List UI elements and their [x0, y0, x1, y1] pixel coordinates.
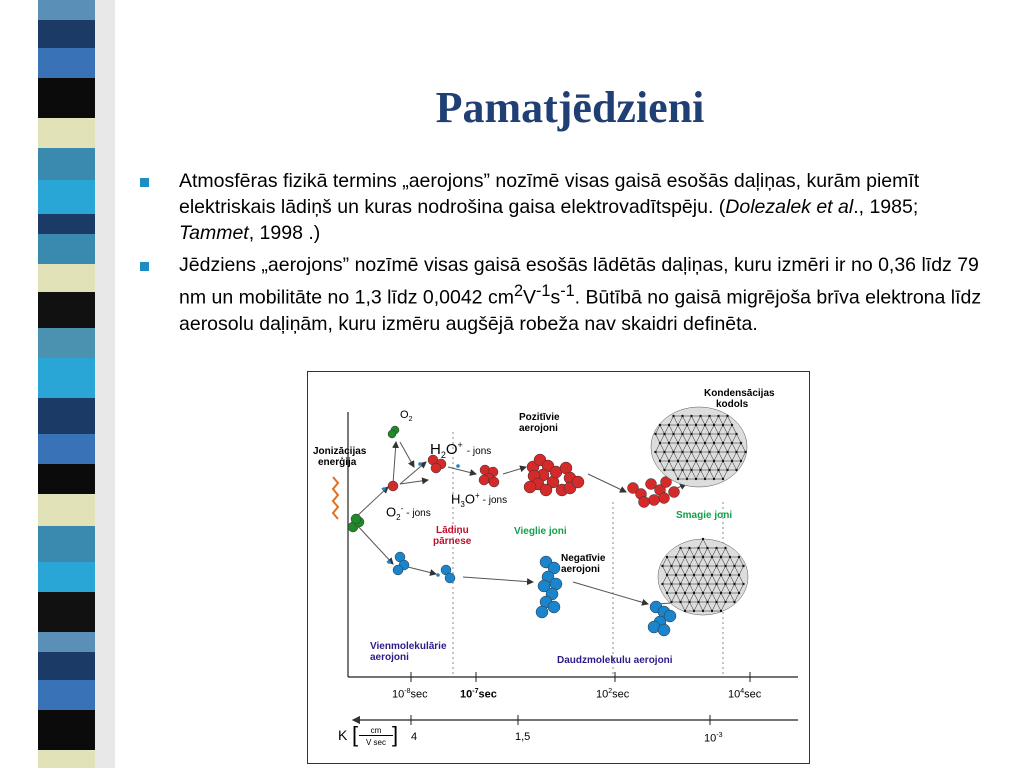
- mesh-node: [735, 469, 737, 471]
- mesh-node: [681, 415, 683, 417]
- mesh-node: [686, 460, 688, 462]
- stripe-block: [38, 234, 95, 264]
- mesh-node: [695, 460, 697, 462]
- stripe-block: [38, 494, 95, 526]
- mesh-node: [663, 469, 665, 471]
- k-unit-denominator: V sec: [365, 738, 386, 747]
- mobility-tick-1: 4: [411, 731, 418, 743]
- mesh-node: [702, 610, 704, 612]
- mesh-node: [731, 460, 733, 462]
- mesh-node: [686, 424, 688, 426]
- mesh-node: [688, 565, 690, 567]
- mesh-node: [708, 415, 710, 417]
- mobility-k-label: K: [338, 727, 348, 743]
- mesh-node: [661, 583, 663, 585]
- light-ions-label: Vieglie joni: [514, 526, 567, 537]
- mesh-node: [742, 583, 744, 585]
- mesh-node: [690, 451, 692, 453]
- mesh-node: [720, 574, 722, 576]
- bullet-1-reference: Dolezalek et al: [725, 196, 854, 218]
- ionization-energy-arrow: [333, 477, 338, 519]
- mesh-node: [663, 451, 665, 453]
- ion-particle: [388, 481, 398, 491]
- mesh-node: [724, 583, 726, 585]
- mesh-node: [717, 469, 719, 471]
- mesh-node: [708, 469, 710, 471]
- mesh-node: [679, 547, 681, 549]
- bullet-1-text-3: , 1998 .): [248, 222, 321, 244]
- mesh-node: [702, 538, 704, 540]
- mesh-node: [708, 433, 710, 435]
- mesh-node: [706, 565, 708, 567]
- mesh-node: [713, 442, 715, 444]
- stripe-block: [38, 526, 95, 562]
- aerosol-ion-diagram: [307, 371, 810, 764]
- mesh-node: [715, 601, 717, 603]
- mesh-node: [713, 424, 715, 426]
- mesh-node: [677, 478, 679, 480]
- mesh-node: [688, 547, 690, 549]
- mesh-node: [726, 451, 728, 453]
- bracket-close: ]: [392, 722, 399, 747]
- mesh-node: [684, 556, 686, 558]
- mesh-node: [720, 556, 722, 558]
- mesh-node: [713, 460, 715, 462]
- stripe-block: [38, 464, 95, 494]
- mesh-node: [672, 415, 674, 417]
- negative-aeroions-label: Negatīvie aerojoni: [561, 553, 606, 575]
- stripe-block: [38, 710, 95, 750]
- ion-particle: [536, 606, 548, 618]
- ion-particle: [393, 565, 403, 575]
- bracket-open: [: [352, 722, 359, 747]
- mesh-node: [722, 424, 724, 426]
- mesh-node: [720, 592, 722, 594]
- bullet-2-sup-3: -1: [560, 282, 575, 300]
- mesh-node: [742, 565, 744, 567]
- bullet-2-sup: 2: [513, 282, 523, 300]
- mesh-node: [679, 601, 681, 603]
- mesh-node: [690, 433, 692, 435]
- mobility-tick-3: $10^{-3}$: [704, 732, 723, 745]
- mesh-node: [693, 592, 695, 594]
- ion-particle: [572, 476, 584, 488]
- stripe-block: [38, 434, 95, 464]
- ion-particle: [659, 493, 670, 504]
- mesh-node: [690, 469, 692, 471]
- time-tick-2: $10^{-7}\sec$: [460, 688, 497, 701]
- electron-dot: [418, 462, 422, 466]
- mesh-node: [697, 601, 699, 603]
- mesh-node: [724, 565, 726, 567]
- ion-particle: [431, 463, 441, 473]
- heavy-ions-label: Smagie joni: [676, 510, 733, 521]
- mesh-node: [688, 601, 690, 603]
- time-tick-4: $10^4\sec$: [728, 688, 762, 701]
- mesh-node: [715, 565, 717, 567]
- mesh-node: [715, 547, 717, 549]
- mesh-node: [733, 565, 735, 567]
- mesh-node: [717, 451, 719, 453]
- stripe-block: [38, 148, 95, 180]
- ion-particle: [489, 477, 499, 487]
- time-tick-1: $10^{-8}\sec$: [392, 688, 428, 701]
- mesh-node: [654, 433, 656, 435]
- ion-particle: [664, 610, 676, 622]
- mesh-node: [672, 469, 674, 471]
- electron-dot: [387, 560, 391, 564]
- mesh-node: [677, 460, 679, 462]
- mesh-node: [679, 565, 681, 567]
- mesh-node: [735, 451, 737, 453]
- mesh-node: [702, 556, 704, 558]
- ion-particle: [669, 487, 680, 498]
- mesh-node: [693, 556, 695, 558]
- ion-particle: [540, 484, 552, 496]
- mesh-node: [715, 583, 717, 585]
- stripe-block: [38, 750, 95, 768]
- mesh-node: [681, 451, 683, 453]
- monomolecular-aeroions-label: Vienmolekulārie aerojoni: [370, 641, 447, 663]
- mesh-node: [744, 451, 746, 453]
- mesh-node: [704, 460, 706, 462]
- mesh-node: [661, 565, 663, 567]
- stripe-block: [38, 292, 95, 328]
- bullet-2-text: Jēdziens „aerojons” nozīmē visas gaisā esošās lādētās daļiņas, kuru izmēri ir no 0,36 līdz 79 nm un mobilitāte no 1,3 līdz 0,0042 cm: [179, 254, 979, 309]
- square-bullet-icon: [140, 262, 149, 271]
- mesh-node: [659, 460, 661, 462]
- mesh-node: [717, 415, 719, 417]
- o2-negative-ion-label: $O_2^-$ - jons: [386, 504, 431, 522]
- stripe-block: [38, 652, 95, 680]
- mesh-node: [670, 601, 672, 603]
- square-bullet-icon: [140, 178, 149, 187]
- bullet-item-1: [140, 168, 990, 246]
- mesh-node: [668, 442, 670, 444]
- mesh-node: [679, 583, 681, 585]
- mesh-node: [681, 433, 683, 435]
- bullet-2-text-2: V: [522, 286, 536, 309]
- mesh-node: [722, 442, 724, 444]
- ion-particle: [351, 514, 361, 524]
- electron-dot: [382, 487, 386, 491]
- mesh-node: [697, 547, 699, 549]
- stripe-block: [38, 328, 95, 358]
- mesh-node: [740, 442, 742, 444]
- mobility-tick-2: 1,5: [515, 731, 531, 743]
- ion-particle: [639, 497, 650, 508]
- mesh-node: [711, 556, 713, 558]
- stripe-block: [38, 264, 95, 292]
- mesh-node: [738, 592, 740, 594]
- mesh-node: [702, 574, 704, 576]
- mesh-node: [684, 610, 686, 612]
- stripe-block: [38, 180, 95, 214]
- bullet-2-text-4: . Būtībā no gaisā migrējoša brīva elektrona līdz aerosolu daļiņām, kuru izmēru augšējā robeža nav skaidri definēta.: [179, 286, 982, 335]
- mesh-node: [666, 556, 668, 558]
- mesh-node: [711, 610, 713, 612]
- ion-particle: [524, 481, 536, 493]
- mesh-node: [695, 442, 697, 444]
- mesh-node: [717, 433, 719, 435]
- mesh-node: [695, 478, 697, 480]
- electron-dot: [456, 464, 460, 468]
- mesh-node: [677, 442, 679, 444]
- h2o-ion-label: $H_2O^+-$ jons: [430, 440, 492, 460]
- o2-label: $O_2$: [400, 409, 413, 424]
- mesh-node: [738, 574, 740, 576]
- electron-dot: [436, 573, 440, 577]
- stripe-block: [38, 358, 95, 398]
- mesh-node: [690, 415, 692, 417]
- mesh-node: [686, 442, 688, 444]
- mesh-node: [726, 433, 728, 435]
- stripe-block: [38, 632, 95, 652]
- mesh-node: [693, 574, 695, 576]
- positive-aeroions-label: Pozitīvie aerojoni: [519, 412, 560, 434]
- mesh-node: [699, 415, 701, 417]
- mesh-node: [666, 574, 668, 576]
- bullet-1-reference-2: Tammet: [179, 222, 249, 244]
- mesh-node: [697, 565, 699, 567]
- time-tick-3: $10^2\sec$: [596, 688, 630, 701]
- ion-particle: [658, 624, 670, 636]
- mesh-node: [699, 433, 701, 435]
- mesh-node: [668, 460, 670, 462]
- mesh-node: [731, 424, 733, 426]
- mesh-node: [681, 469, 683, 471]
- stripe-block: [38, 214, 95, 234]
- mesh-node: [672, 433, 674, 435]
- bullet-1-text: Atmosfēras fizikā termins „aerojons” nozīmē visas gaisā esošās daļiņas, kurām piemīt elektriskais lādiņš un kuras nodrošina gaisa elektrovadītspēju. (: [179, 170, 920, 218]
- mesh-node: [722, 460, 724, 462]
- k-unit-numerator: cm: [359, 726, 393, 736]
- mesh-node: [702, 592, 704, 594]
- mesh-node: [726, 415, 728, 417]
- mesh-node: [722, 478, 724, 480]
- mesh-node: [659, 442, 661, 444]
- mesh-node: [706, 583, 708, 585]
- mesh-node: [686, 478, 688, 480]
- mesh-node: [670, 565, 672, 567]
- ion-particle: [479, 475, 489, 485]
- mesh-node: [735, 433, 737, 435]
- bullet-2-sup-2: -1: [536, 282, 551, 300]
- mesh-node: [668, 424, 670, 426]
- mesh-node: [704, 424, 706, 426]
- mesh-node: [697, 583, 699, 585]
- mesh-node: [699, 451, 701, 453]
- mesh-node: [706, 547, 708, 549]
- mesh-node: [706, 601, 708, 603]
- mesh-node: [659, 424, 661, 426]
- mesh-node: [724, 601, 726, 603]
- mesh-node: [733, 601, 735, 603]
- charge-transfer-label: Lādiņu pārnese: [433, 525, 472, 547]
- condensation-nuclei-label: Kondensācijas kodols: [704, 388, 775, 410]
- stripe-block: [38, 562, 95, 592]
- mesh-node: [666, 592, 668, 594]
- ion-particle: [649, 495, 660, 506]
- slide-title: Pamatjēdzieni: [435, 83, 705, 132]
- mesh-node: [688, 583, 690, 585]
- mesh-node: [711, 592, 713, 594]
- mesh-node: [663, 433, 665, 435]
- mesh-node: [695, 424, 697, 426]
- mesh-node: [738, 556, 740, 558]
- mesh-node: [729, 574, 731, 576]
- mesh-node: [675, 556, 677, 558]
- multimolecular-aeroions-label: Daudzmolekulu aerojoni: [557, 655, 673, 666]
- mesh-node: [675, 574, 677, 576]
- mesh-node: [684, 592, 686, 594]
- mesh-node: [672, 451, 674, 453]
- stripe-block: [38, 680, 95, 710]
- bullet-item-2: [140, 252, 990, 337]
- stripe-block: [38, 398, 95, 434]
- condensation-nucleus: [658, 539, 748, 615]
- bullet-list: [140, 168, 990, 343]
- ionization-label: Jonizācijas enerģija: [313, 446, 367, 468]
- mesh-node: [704, 442, 706, 444]
- ion-particle: [445, 573, 455, 583]
- mesh-node: [724, 547, 726, 549]
- stripe-block: [38, 592, 95, 632]
- bullet-2-text-3: s: [550, 286, 561, 309]
- mesh-node: [713, 478, 715, 480]
- mesh-node: [711, 574, 713, 576]
- mesh-node: [726, 469, 728, 471]
- mesh-node: [729, 592, 731, 594]
- stripe-block: [38, 48, 95, 78]
- mesh-node: [733, 583, 735, 585]
- reaction-arrows: [356, 442, 686, 604]
- mesh-node: [729, 556, 731, 558]
- mesh-node: [654, 451, 656, 453]
- mesh-node: [708, 451, 710, 453]
- ion-particle: [548, 601, 560, 613]
- mesh-node: [684, 574, 686, 576]
- mesh-node: [704, 478, 706, 480]
- mesh-node: [675, 592, 677, 594]
- stripe-block: [38, 20, 95, 48]
- mesh-node: [731, 442, 733, 444]
- bullet-1-text-2: ., 1985;: [853, 196, 919, 218]
- stripe-block: [38, 0, 95, 20]
- mesh-node: [720, 610, 722, 612]
- mesh-node: [677, 424, 679, 426]
- mesh-node: [699, 469, 701, 471]
- h3o-ion-label: $H_3O^+$ - jons: [451, 491, 508, 509]
- mesh-node: [693, 610, 695, 612]
- mesh-node: [740, 460, 742, 462]
- mesh-node: [670, 583, 672, 585]
- ion-particle: [388, 430, 396, 438]
